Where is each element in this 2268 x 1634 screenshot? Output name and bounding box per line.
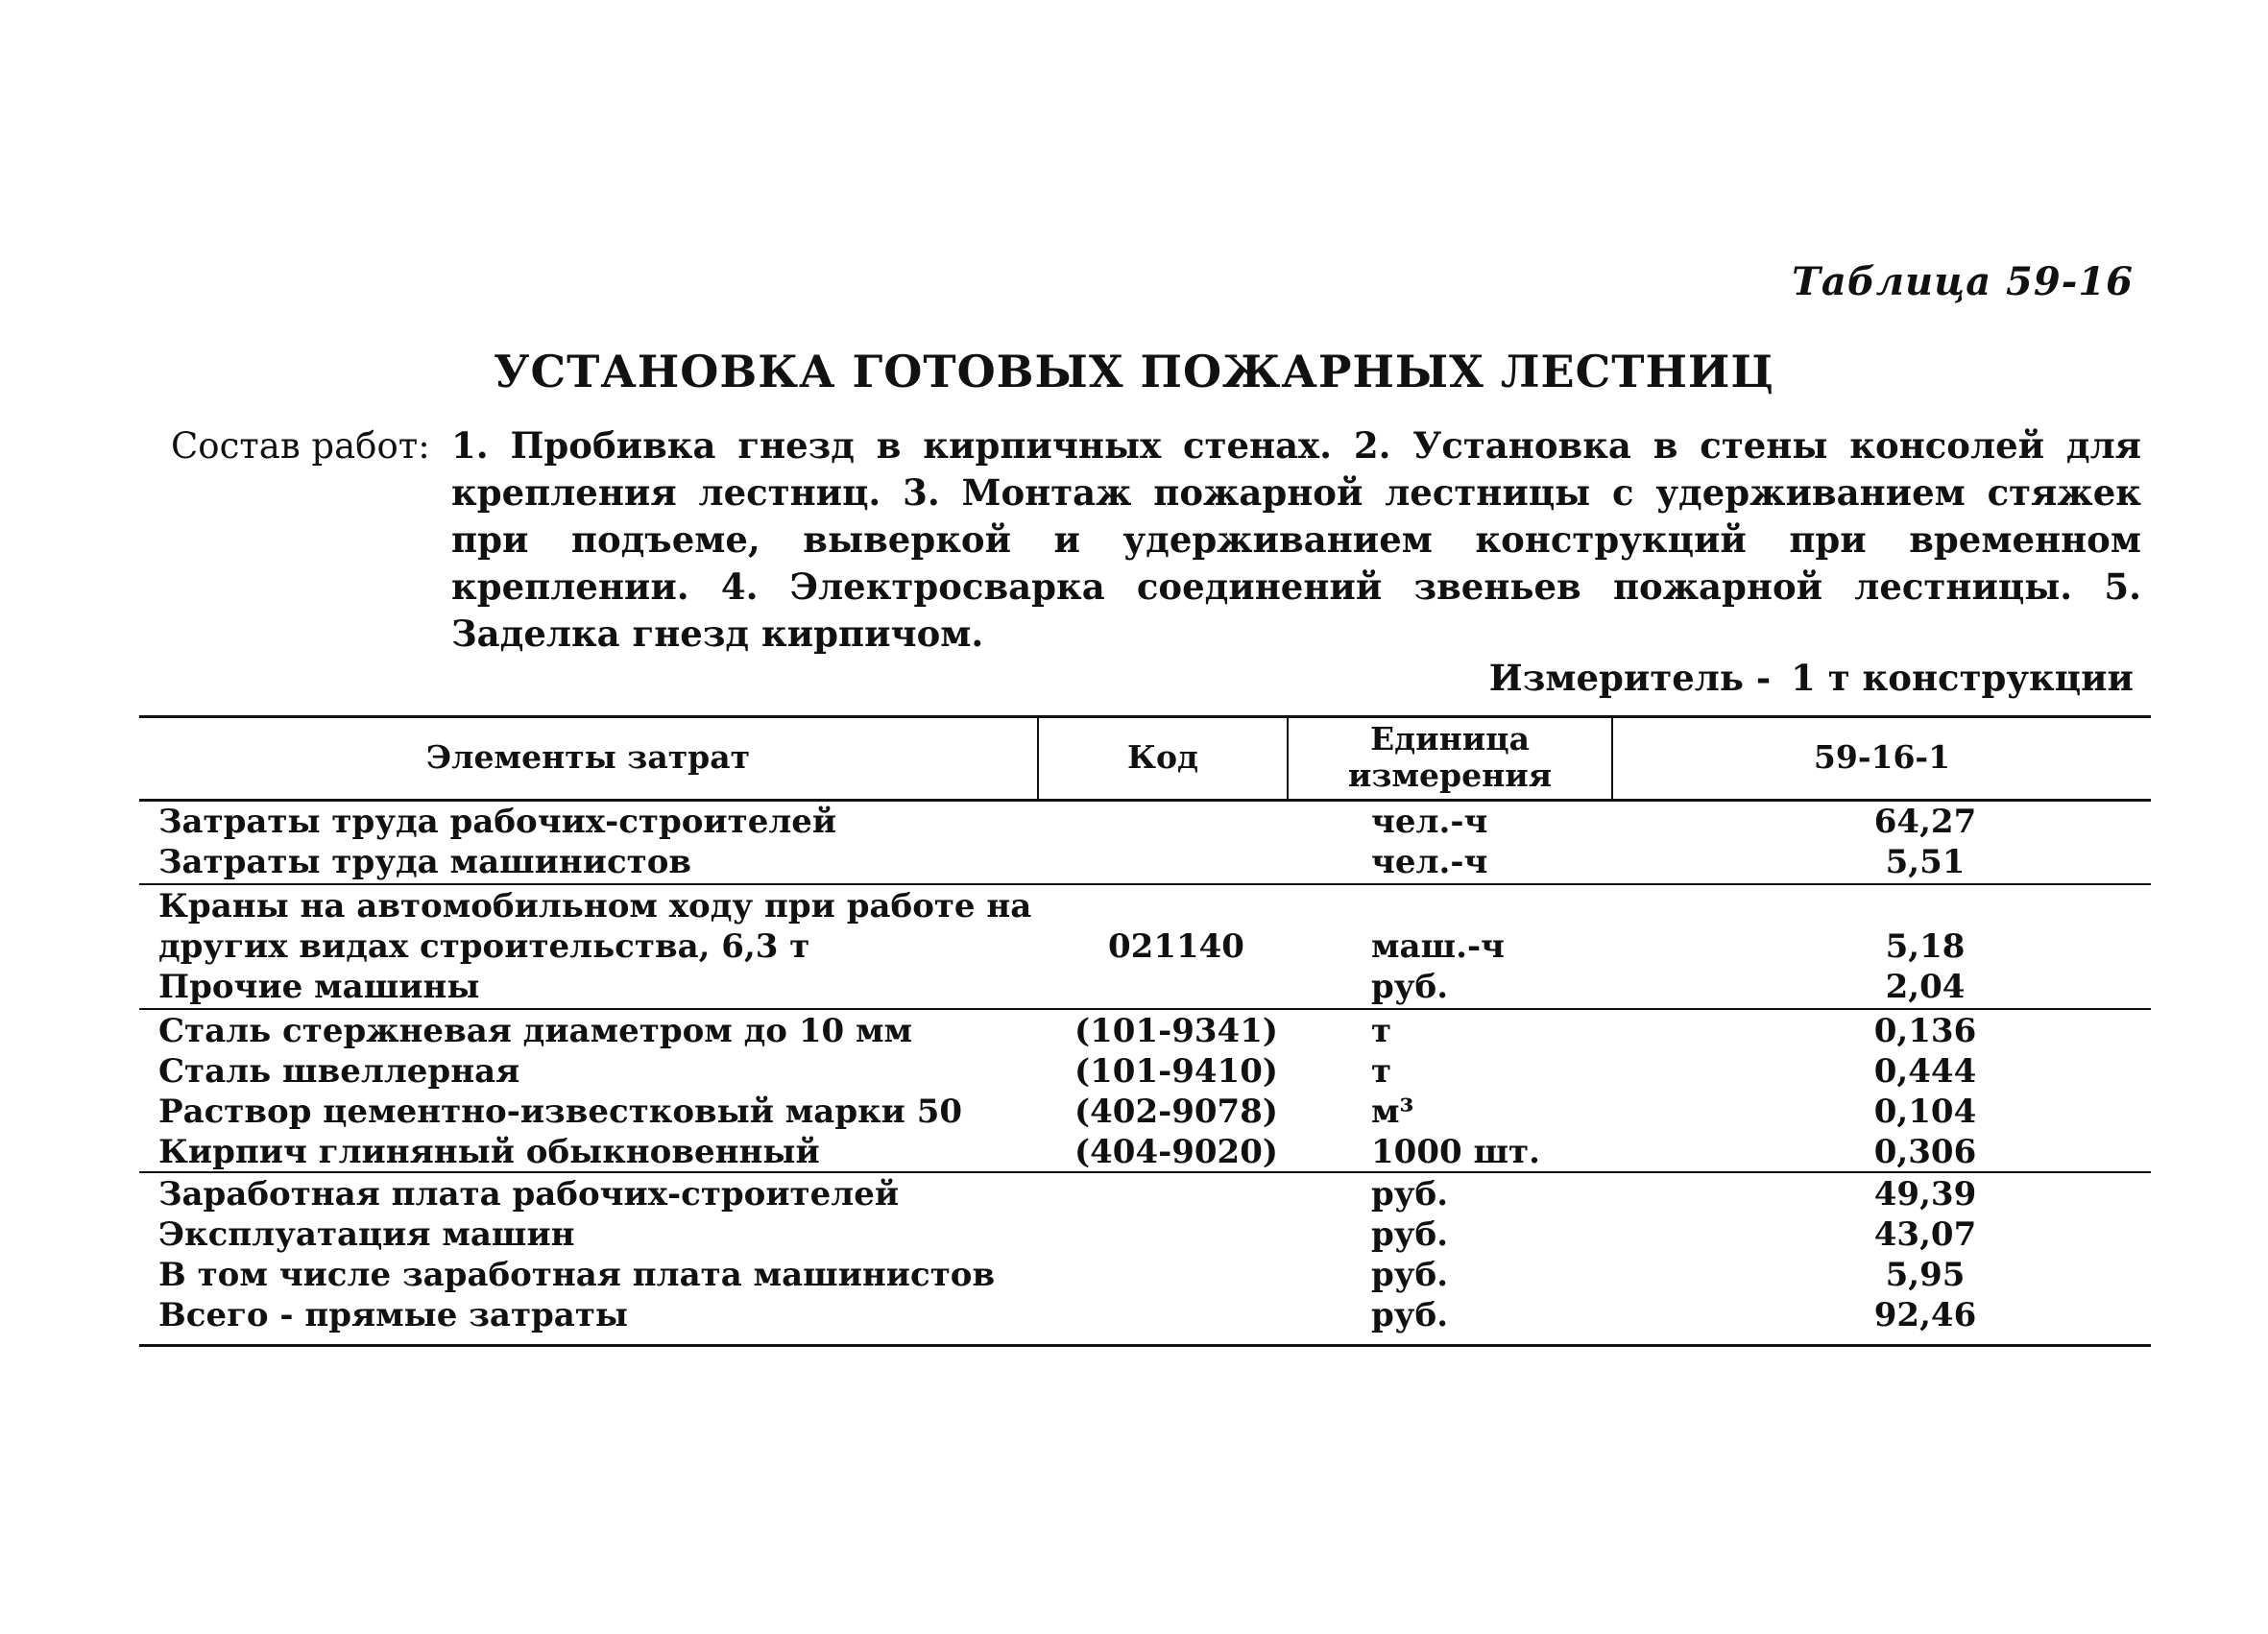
row-unit: маш.-ч (1371, 927, 1505, 966)
page-title: УСТАНОВКА ГОТОВЫХ ПОЖАРНЫХ ЛЕСТНИЦ (494, 346, 1774, 397)
group-divider (139, 883, 2151, 885)
row-unit: руб. (1371, 1256, 1449, 1294)
table-row (139, 886, 2151, 926)
header-norm: 59-16-1 (1813, 738, 1951, 776)
table-row (139, 802, 2151, 842)
row-unit: чел.-ч (1371, 843, 1488, 881)
row-name: В том числе заработная плата машинистов (158, 1256, 996, 1294)
work-composition-label: Состав работ: (171, 425, 430, 467)
table-row (139, 1132, 2151, 1172)
row-code: 021140 (1108, 927, 1244, 966)
row-value: 64,27 (1873, 803, 1977, 841)
measurer-label: Измеритель - (1488, 657, 1772, 699)
row-unit: руб. (1371, 1175, 1449, 1213)
header-unit-line1: Единица (1369, 720, 1530, 757)
work-composition-text: 1. Пробивка гнезд в кирпичных стенах. 2. Установка в стены консолей для крепления лестниц. 3. Монтаж пожарной лестницы с удерживанием стяжек при подъеме, выверкой и удерживанием конструкций при временном креплении. 4. Электросварка соединений звеньев пожарной лестницы. 5. Заделка гнезд кирпичом. (451, 424, 2141, 655)
table-number: Таблица 59-16 (1792, 259, 2134, 304)
row-unit: м³ (1371, 1093, 1414, 1131)
row-value: 49,39 (1873, 1175, 1977, 1213)
row-unit: т (1371, 1052, 1392, 1091)
row-value: 5,18 (1885, 927, 1966, 966)
row-code: (101-9341) (1074, 1012, 1278, 1050)
row-name: Сталь стержневая диаметром до 10 мм (158, 1012, 913, 1050)
table-row (139, 1255, 2151, 1295)
header-elements: Элементы затрат (425, 738, 751, 776)
table-row (139, 1214, 2151, 1255)
row-name: других видах строительства, 6,3 т (158, 927, 810, 966)
row-unit: руб. (1371, 968, 1449, 1006)
row-name: Кирпич глиняный обыкновенный (158, 1133, 820, 1171)
header-code: Код (1126, 738, 1199, 776)
measurer (1482, 657, 2134, 699)
group-divider (139, 1008, 2151, 1010)
row-value: 0,136 (1873, 1012, 1977, 1050)
measurer-value: 1 т конструкции (1791, 657, 2134, 699)
table-row (139, 1092, 2151, 1132)
row-unit: 1000 шт. (1371, 1133, 1540, 1171)
table-row (139, 926, 2151, 967)
row-name: Эксплуатация машин (158, 1215, 575, 1254)
row-unit: т (1371, 1012, 1392, 1050)
table-row (139, 967, 2151, 1007)
row-name: Прочие машины (158, 968, 480, 1006)
row-name: Раствор цементно-известковый марки 50 (158, 1093, 963, 1131)
row-value: 43,07 (1873, 1215, 1977, 1254)
row-code: (404-9020) (1074, 1133, 1278, 1171)
row-value: 2,04 (1885, 968, 1966, 1006)
row-name: Краны на автомобильном ходу при работе на (158, 887, 1032, 925)
header-unit-line2: измерения (1347, 757, 1553, 794)
row-value: 92,46 (1873, 1296, 1977, 1334)
row-value: 5,51 (1885, 843, 1966, 881)
row-value: 0,104 (1873, 1093, 1977, 1131)
row-unit: руб. (1371, 1215, 1449, 1254)
row-value: 0,444 (1873, 1052, 1977, 1091)
header-unit (1289, 715, 1611, 800)
table-row (139, 1295, 2151, 1335)
row-code: (402-9078) (1074, 1093, 1278, 1131)
row-unit: руб. (1371, 1296, 1449, 1334)
row-unit: чел.-ч (1371, 803, 1488, 841)
row-value: 5,95 (1885, 1256, 1966, 1294)
table-row (139, 1011, 2151, 1051)
row-value: 0,306 (1873, 1133, 1977, 1171)
table-bottom-rule (139, 1344, 2151, 1347)
row-name: Сталь швеллерная (158, 1052, 520, 1091)
table-row (139, 1174, 2151, 1214)
row-name: Всего - прямые затраты (158, 1296, 628, 1334)
table-row (139, 1051, 2151, 1092)
row-code: (101-9410) (1074, 1052, 1278, 1091)
row-name: Затраты труда машинистов (158, 843, 692, 881)
row-name: Заработная плата рабочих-строителей (158, 1175, 900, 1213)
cost-table (139, 715, 2151, 1349)
table-row (139, 842, 2151, 882)
row-name: Затраты труда рабочих-строителей (158, 803, 837, 841)
